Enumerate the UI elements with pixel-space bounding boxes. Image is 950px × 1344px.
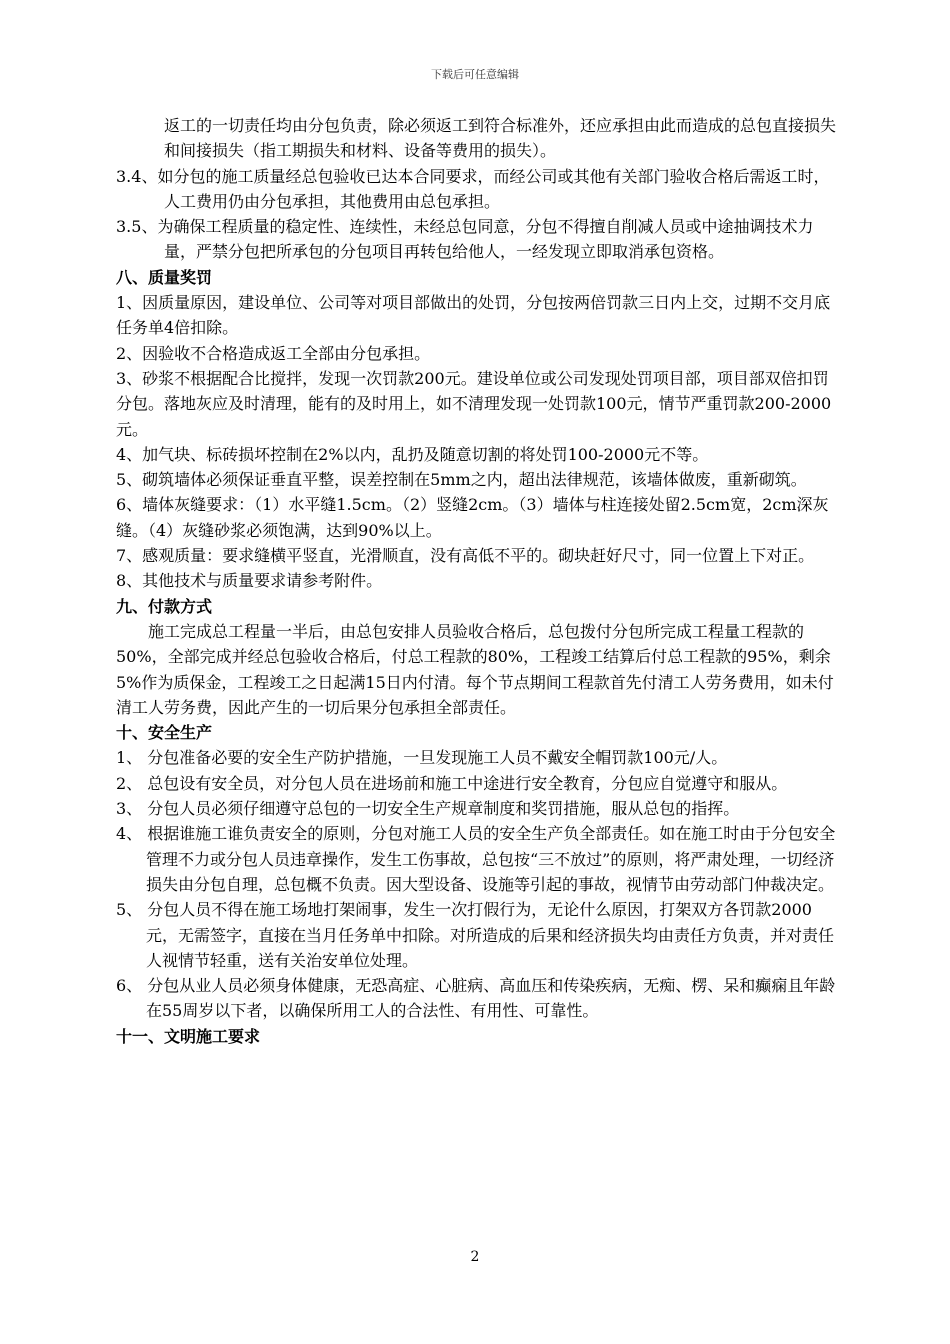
quality-item-7: 7、感观质量：要求缝横平竖直，光滑顺直，没有高低不平的。砌块赶好尺寸，同一位置上下对正。 — [116, 546, 815, 566]
safety-item-2: 2、 总包设有安全员，对分包人员在进场前和施工中途进行安全教育，分包应自觉遵守和服从。 — [116, 773, 788, 793]
quality-item-3: 3、砂浆不根据配合比搅拌，发现一次罚款200元。建设单位或公司发现处罚项目部，项目部双倍扣罚分包。落地灰应及时清理，能有的及时用上，如不清理发现一处罚款100元，情节严重罚款200-2000元。 — [116, 368, 832, 439]
quality-item-2: 2、因验收不合格造成返工全部由分包承担。 — [116, 343, 431, 363]
section-heading-safety: 十、安全生产 — [116, 723, 213, 743]
quality-item-5: 5、砌筑墙体必须保证垂直平整，误差控制在5mm之内，超出法律规范，该墙体做废，重新砌筑。 — [116, 470, 807, 490]
section-heading-payment: 九、付款方式 — [116, 596, 213, 616]
page-number: 2 — [470, 1249, 480, 1265]
section-heading-quality: 八、质量奖罚 — [116, 267, 213, 287]
safety-item-4: 4、 根据谁施工谁负责安全的原则，分包对施工人员的安全生产负全部责任。如在施工时由于分包安全管理不力或分包人员违章操作，发生工伤事故，总包按“三不放过”的原则，将严肃处理，一切经济损失由分包自理，总包概不负责。因大型设备、设施等引起的事故，视情节由劳动部门仲裁决定。 — [116, 824, 836, 894]
section-heading-civilized-construction: 十一、文明施工要求 — [116, 1026, 261, 1046]
page-header: 下载后可任意编辑 — [431, 68, 519, 81]
safety-item-3: 3、 分包人员必须仔细遵守总包的一切安全生产规章制度和奖罚措施，服从总包的指挥。 — [116, 799, 740, 819]
safety-item-5: 5、 分包人员不得在施工场地打架闹事，发生一次打假行为，无论什么原因，打架双方各罚款2000元，无需签字，直接在当月任务单中扣除。对所造成的后果和经济损失均由责任方负责，并对责任人视情节轻重，送有关治安单位处理。 — [116, 900, 835, 970]
document-body — [116, 113, 838, 1049]
payment-paragraph: 施工完成总工程量一半后，由总包安排人员验收合格后，总包拨付分包所完成工程量工程款的50%，全部完成并经总包验收合格后，付总工程款的80%，工程竣工结算后付总工程款的95%，剩余5%作为质保金，工程竣工之日起满15日内付清。每个节点期间工程款首先付清工人劳务费用，如未付清工人劳务费，因此产生的一切后果分包承担全部责任。 — [116, 621, 834, 717]
quality-item-1: 1、因质量原因，建设单位、公司等对项目部做出的处罚，分包按两倍罚款三日内上交，过期不交月底任务单4倍扣除。 — [116, 293, 831, 338]
safety-item-1: 1、 分包准备必要的安全生产防护措施，一旦发现施工人员不戴安全帽罚款100元/人。 — [116, 748, 728, 768]
quality-item-4: 4、加气块、标砖损坏控制在2%以内，乱扔及随意切割的将处罚100-2000元不等。 — [116, 444, 709, 464]
clause-3-4: 3.4、如分包的施工质量经总包验收已达本合同要求，而经公司或其他有关部门验收合格后需返工时，人工费用仍由分包承担，其他费用由总包承担。 — [116, 166, 830, 211]
paragraph-rework-liability: 返工的一切责任均由分包负责，除必须返工到符合标准外，还应承担由此而造成的总包直接损失和间接损失（指工期损失和材料、设备等费用的损失）。 — [164, 116, 837, 161]
quality-item-8: 8、其他技术与质量要求请参考附件。 — [116, 571, 383, 591]
clause-3-5: 3.5、为确保工程质量的稳定性、连续性，未经总包同意，分包不得擅自削减人员或中途抽调技术力量，严禁分包把所承包的分包项目再转包给他人，一经发现立即取消承包资格。 — [116, 217, 814, 262]
safety-item-6: 6、 分包从业人员必须身体健康，无恐高症、心脏病、高血压和传染疾病，无痴、楞、呆和癫痫且年龄在55周岁以下者，以确保所用工人的合法性、有用性、可靠性。 — [116, 976, 836, 1021]
quality-item-6: 6、墙体灰缝要求：（1）水平缝1.5cm。（2）竖缝2cm。（3）墙体与柱连接处留2.5cm宽，2cm深灰缝。（4）灰缝砂浆必须饱满，达到90%以上。 — [116, 495, 829, 540]
